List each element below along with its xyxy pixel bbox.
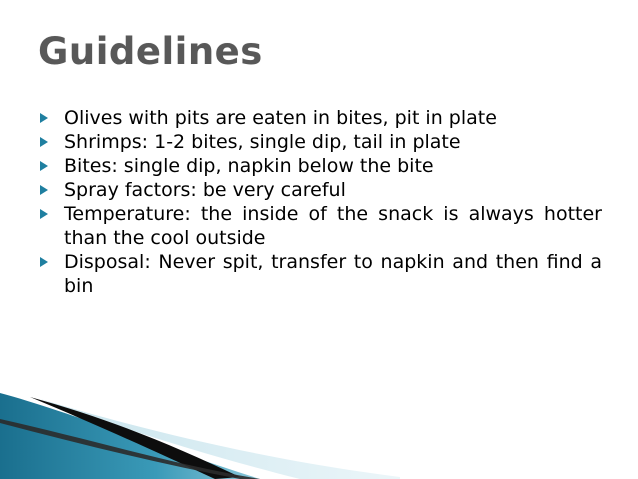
bullet-text: Spray factors: be very careful xyxy=(64,179,346,201)
bullet-item xyxy=(40,202,602,250)
bullet-item xyxy=(40,106,602,130)
triangle-bullet-icon xyxy=(40,202,52,226)
corner-swoosh-decoration xyxy=(0,389,420,479)
bullet-text: Bites: single dip, napkin below the bite xyxy=(64,155,434,177)
bullet-list xyxy=(40,106,602,298)
triangle-bullet-icon xyxy=(40,250,52,274)
bullet-item xyxy=(40,250,602,298)
bullet-text: Disposal: Never spit, transfer to napkin and then find a bin xyxy=(64,251,602,297)
triangle-bullet-icon xyxy=(40,178,52,202)
slide-title: Guidelines xyxy=(38,30,263,73)
bullet-text: Olives with pits are eaten in bites, pit in plate xyxy=(64,107,497,129)
triangle-bullet-icon xyxy=(40,106,52,130)
bullet-text: Temperature: the inside of the snack is always hotter than the cool outside xyxy=(64,203,602,249)
bullet-item xyxy=(40,130,602,154)
bullet-item xyxy=(40,154,602,178)
bullet-text: Shrimps: 1-2 bites, single dip, tail in plate xyxy=(64,131,461,153)
bullet-item xyxy=(40,178,602,202)
triangle-bullet-icon xyxy=(40,154,52,178)
triangle-bullet-icon xyxy=(40,130,52,154)
